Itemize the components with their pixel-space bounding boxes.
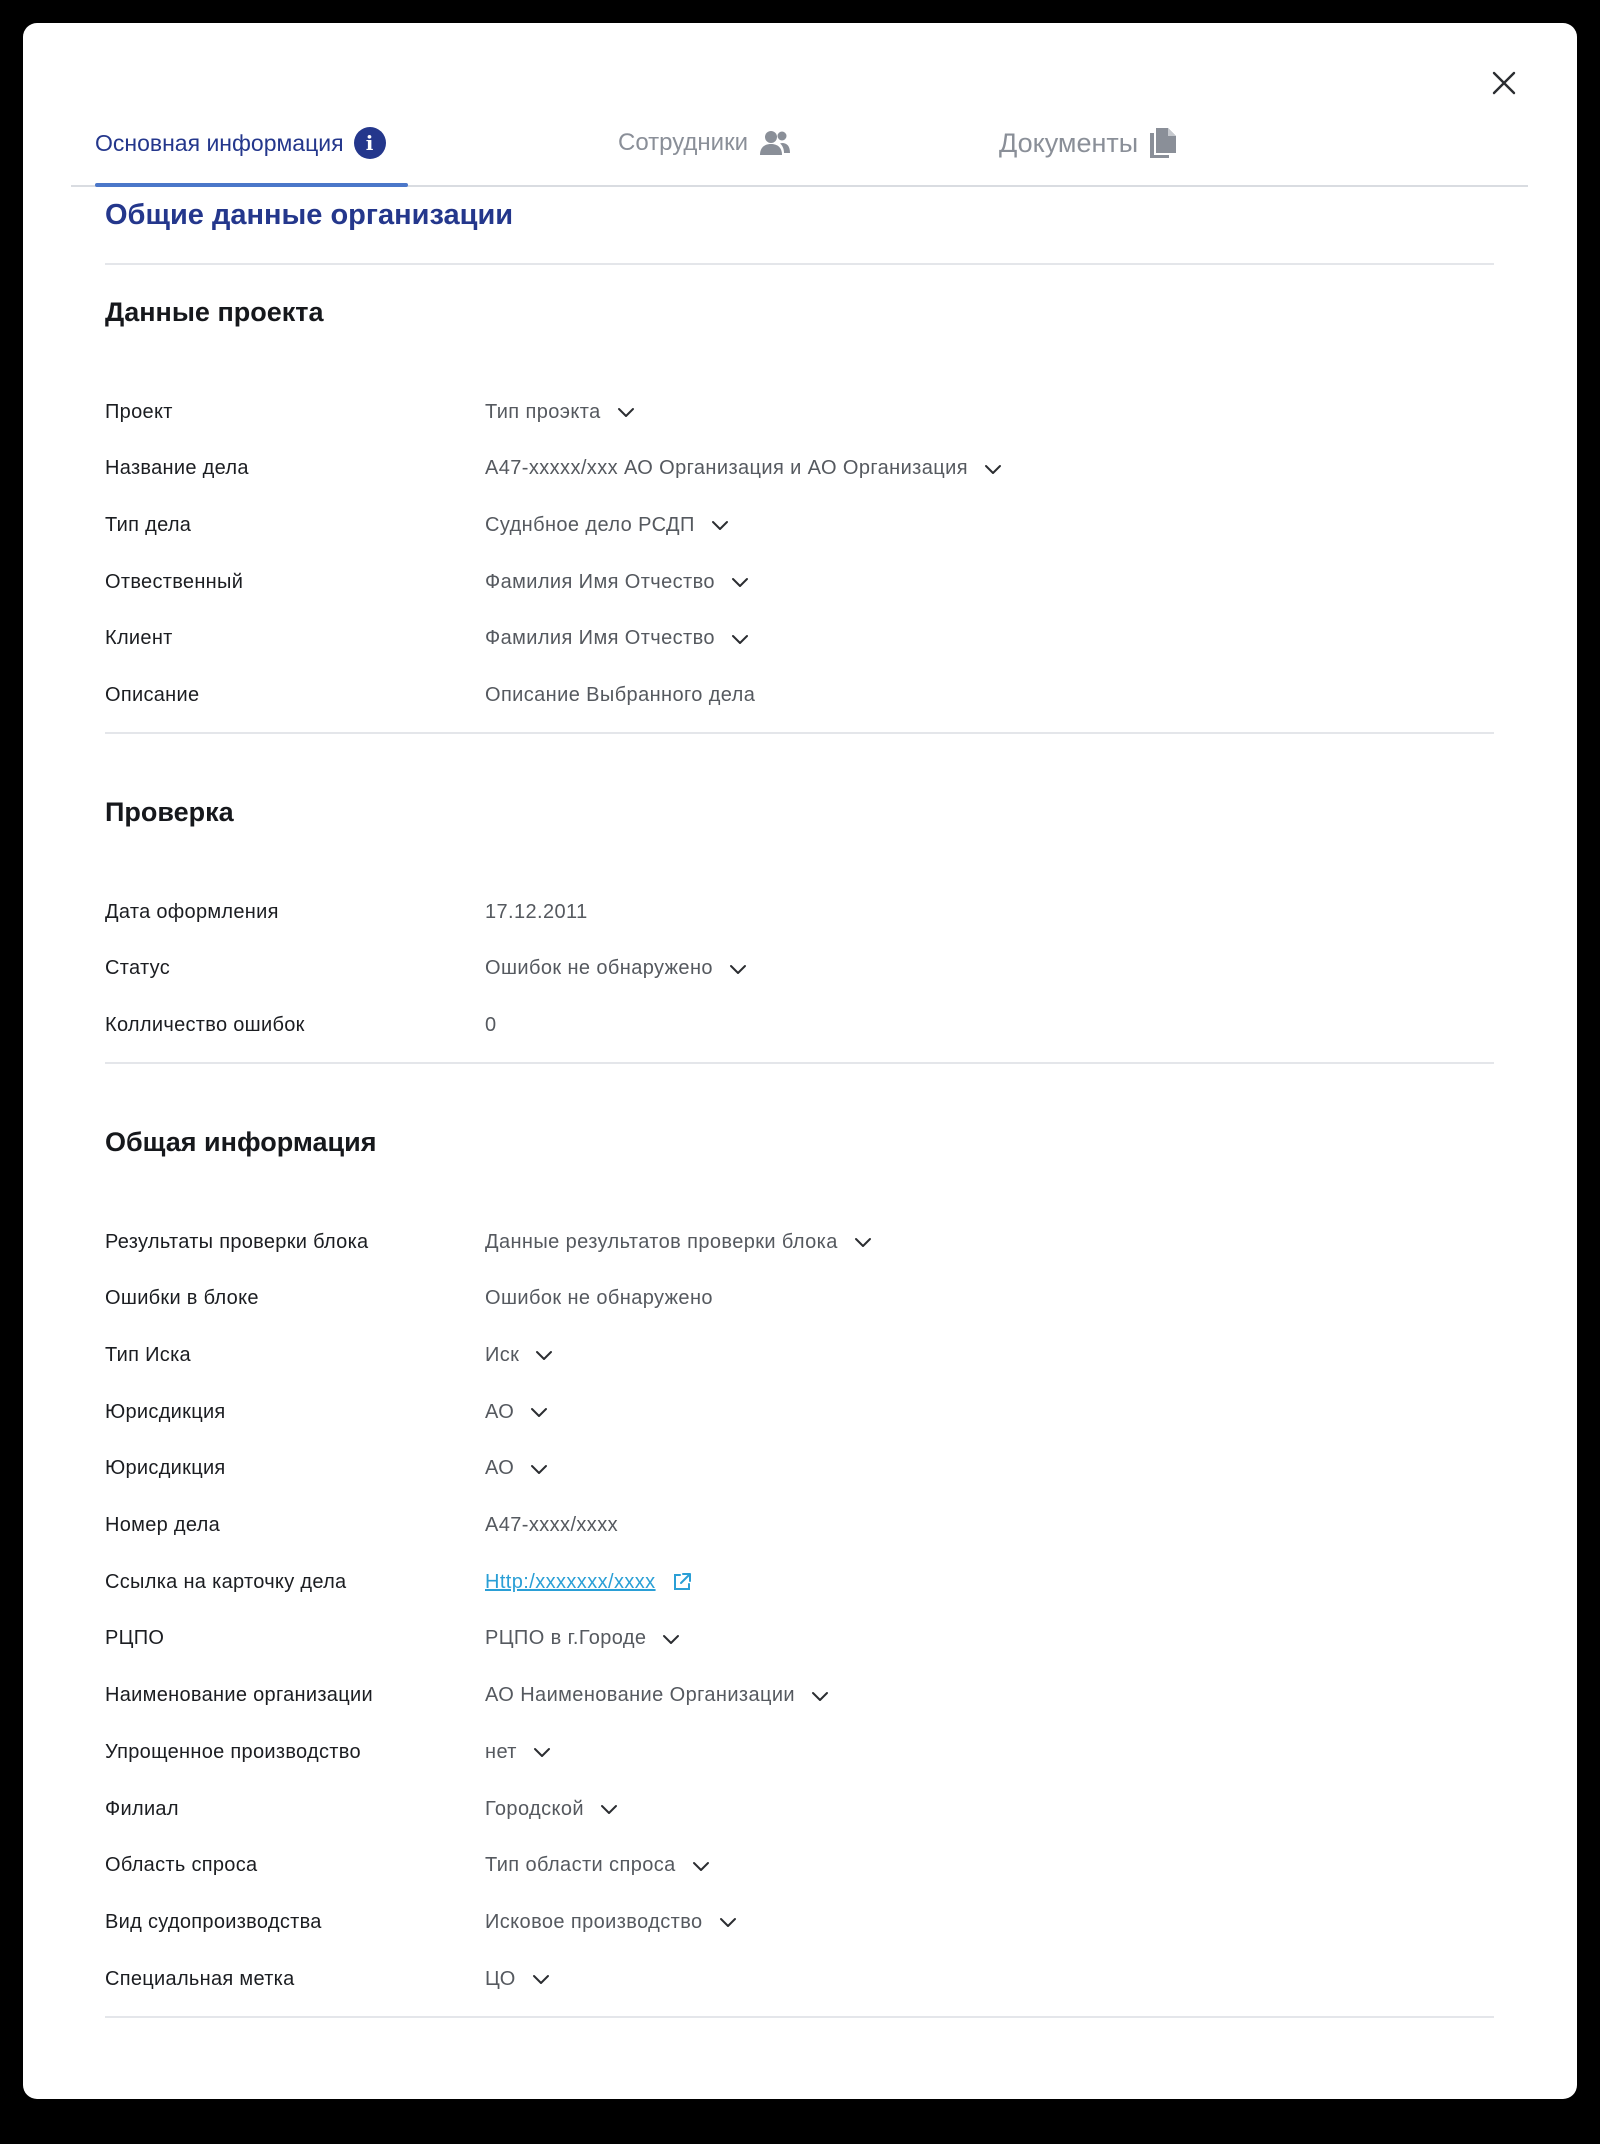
- field-select[interactable]: [485, 1627, 682, 1650]
- documents-icon: [1148, 126, 1178, 160]
- field-value-text: Фамилия Имя Отчество: [485, 627, 715, 650]
- field-value: [485, 1514, 618, 1537]
- field-value-text: 0: [485, 1013, 497, 1036]
- tab-employees[interactable]: [618, 99, 792, 187]
- field-value-text: Фамилия Имя Отчество: [485, 570, 715, 593]
- field-label: Специальная метка: [105, 1967, 295, 1990]
- form-row: [105, 947, 1494, 991]
- field-label: Ошибки в блоке: [105, 1287, 259, 1310]
- chevron-down-icon: [717, 1911, 739, 1933]
- form-row: [105, 890, 1494, 934]
- field-select[interactable]: [485, 1911, 739, 1934]
- field-label: Название дела: [105, 457, 249, 480]
- chevron-down-icon: [528, 1458, 550, 1480]
- field-select[interactable]: [485, 1231, 874, 1254]
- divider: [105, 263, 1494, 265]
- field-label: Тип Иска: [105, 1343, 191, 1366]
- form-row: [105, 1277, 1494, 1321]
- field-label: Ссылка на карточку дела: [105, 1570, 347, 1593]
- chevron-down-icon: [727, 958, 749, 980]
- field-label: Номер дела: [105, 1514, 221, 1536]
- field-label: Отвественный: [105, 570, 244, 593]
- chevron-down-icon: [690, 1855, 712, 1877]
- field-label: Колличество ошибок: [105, 1013, 305, 1036]
- field-value-text: Суднбное дело РСДП: [485, 513, 695, 536]
- divider: [105, 2016, 1494, 2018]
- form-row: [105, 1003, 1494, 1047]
- field-select[interactable]: [485, 1344, 555, 1367]
- field-value-text: Исковое производство: [485, 1910, 703, 1933]
- field-value-text: А47-xxxx/xxxx: [485, 1514, 619, 1536]
- form-row: [105, 503, 1494, 547]
- field-value-text: Данные результатов проверки блока: [485, 1230, 838, 1253]
- divider: [105, 732, 1494, 734]
- page-title: Общие данные организации: [105, 199, 514, 231]
- form-row: [105, 1504, 1494, 1548]
- field-select[interactable]: [485, 957, 749, 980]
- field-select[interactable]: [485, 457, 1004, 480]
- form-row: [105, 1674, 1494, 1718]
- field-value-text: А47-xxxxx/xxx АО Организация и АО Организация: [485, 457, 968, 480]
- field-label: Филиал: [105, 1797, 179, 1820]
- field-value-text: Иск: [485, 1343, 520, 1366]
- section-title-general: Общая информация: [105, 1127, 377, 1157]
- field-label: Вид судопроизводства: [105, 1910, 322, 1933]
- form-row: [105, 1787, 1494, 1831]
- field-value-text: Ошибок не обнаружено: [485, 957, 713, 980]
- tab-label: Основная информация: [95, 129, 344, 156]
- tab-main-info[interactable]: [95, 99, 386, 187]
- case-card-link: [485, 1570, 694, 1594]
- form-row: [105, 1844, 1494, 1888]
- field-select[interactable]: [485, 1741, 553, 1764]
- field-label: Юрисдикция: [105, 1457, 226, 1480]
- field-value-text: нет: [485, 1740, 517, 1763]
- tab-label: Документы: [999, 127, 1139, 158]
- field-label: Область спроса: [105, 1854, 258, 1877]
- field-label: Результаты проверки блока: [105, 1230, 369, 1253]
- field-value: [485, 684, 755, 707]
- field-label: Дата оформления: [105, 900, 279, 923]
- form-row: [105, 1220, 1494, 1264]
- external-link-icon[interactable]: [670, 1570, 694, 1594]
- field-value-text: Городской: [485, 1797, 584, 1820]
- form-row: [105, 560, 1494, 604]
- field-select[interactable]: [485, 514, 731, 537]
- form-row: [105, 1900, 1494, 1944]
- field-select[interactable]: [485, 1798, 620, 1821]
- field-select[interactable]: [485, 401, 637, 424]
- field-value: [485, 1014, 497, 1037]
- tab-bar: [71, 99, 1528, 187]
- chevron-down-icon: [709, 514, 731, 536]
- field-select[interactable]: [485, 1401, 550, 1424]
- chevron-down-icon: [982, 458, 1004, 480]
- active-tab-indicator: [95, 183, 408, 187]
- form-row: [105, 1333, 1494, 1377]
- form-row: [105, 617, 1494, 661]
- case-card-link-text[interactable]: Http:/xxxxxxx/xxxx: [485, 1570, 656, 1593]
- field-select[interactable]: [485, 1684, 831, 1707]
- chevron-down-icon: [598, 1798, 620, 1820]
- field-value-text: Тип области спроса: [485, 1854, 676, 1877]
- tab-documents[interactable]: [999, 99, 1178, 187]
- field-select[interactable]: [485, 1968, 552, 1991]
- chevron-down-icon: [729, 571, 751, 593]
- chevron-down-icon: [729, 628, 751, 650]
- field-value: [485, 901, 588, 924]
- chevron-down-icon: [615, 401, 637, 423]
- field-label: Упрощенное производство: [105, 1740, 361, 1763]
- form-row: [105, 1957, 1494, 2001]
- form-row: [105, 1617, 1494, 1661]
- divider: [105, 1062, 1494, 1064]
- field-value-text: АО Наименование Организации: [485, 1684, 795, 1707]
- section-title-check: Проверка: [105, 797, 234, 827]
- field-value-text: РЦПО в г.Городе: [485, 1627, 647, 1650]
- field-label: Клиент: [105, 627, 173, 650]
- field-value-text: 17.12.2011: [485, 900, 588, 923]
- field-select[interactable]: [485, 571, 751, 594]
- form-row: [105, 447, 1494, 491]
- field-label: Юрисдикция: [105, 1400, 226, 1423]
- chevron-down-icon: [530, 1968, 552, 1990]
- section-title-project: Данные проекта: [105, 297, 324, 327]
- form-row: [105, 674, 1494, 718]
- users-icon: [758, 128, 792, 158]
- form-row: [105, 1730, 1494, 1774]
- chevron-down-icon: [852, 1231, 874, 1253]
- organization-modal: [23, 23, 1577, 2099]
- form-row: [105, 1390, 1494, 1434]
- form-row: [105, 1560, 1494, 1604]
- chevron-down-icon: [809, 1685, 831, 1707]
- field-select[interactable]: [485, 1457, 550, 1480]
- info-icon: i: [354, 127, 386, 159]
- field-label: Тип дела: [105, 513, 192, 536]
- field-value-text: Ошибок не обнаружено: [485, 1287, 713, 1310]
- tab-label: Сотрудники: [618, 129, 748, 156]
- chevron-down-icon: [533, 1344, 555, 1366]
- field-value-text: Описание Выбранного дела: [485, 684, 756, 706]
- field-select[interactable]: [485, 627, 751, 650]
- field-label: Статус: [105, 957, 171, 980]
- field-label: РЦПО: [105, 1627, 165, 1650]
- form-row: [105, 390, 1494, 434]
- field-value-text: Тип проэкта: [485, 400, 601, 423]
- close-icon[interactable]: [1486, 65, 1522, 101]
- field-value-text: АО: [485, 1400, 515, 1423]
- form-row: [105, 1447, 1494, 1491]
- chevron-down-icon: [660, 1628, 682, 1650]
- chevron-down-icon: [528, 1401, 550, 1423]
- field-label: Наименование организации: [105, 1684, 373, 1707]
- field-value-text: ЦО: [485, 1967, 516, 1990]
- field-value-text: АО: [485, 1457, 515, 1480]
- field-select[interactable]: [485, 1854, 712, 1877]
- chevron-down-icon: [531, 1741, 553, 1763]
- field-label: Описание: [105, 684, 200, 706]
- field-label: Проект: [105, 400, 173, 423]
- field-value: [485, 1287, 713, 1310]
